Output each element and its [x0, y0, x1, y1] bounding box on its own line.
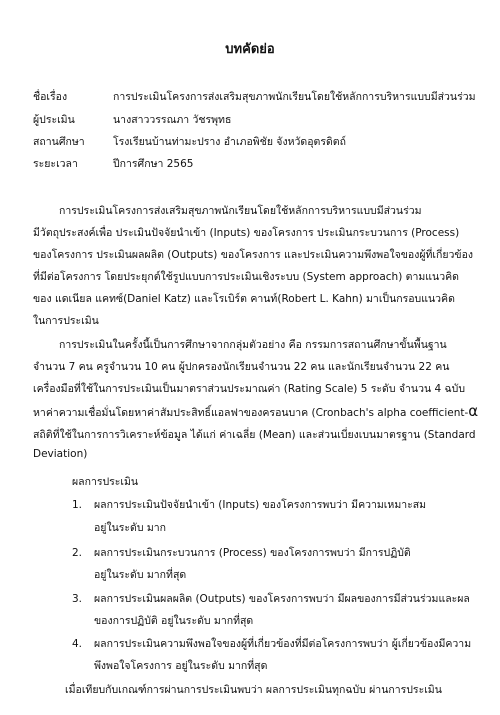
result-item-4-cont: พึงพอใจโครงการ อยู่ในระดับ มากที่สุด — [94, 660, 268, 672]
alpha-symbol: α — [468, 402, 479, 420]
result-item-1-cont: อยู่ในระดับ มาก — [94, 522, 167, 534]
para2-line: จำนวน 7 คน ครูจำนวน 10 คน ผู้ปกครองนักเรียนจำนวน 22 คน และนักเรียนจำนวน 22 คน — [33, 361, 450, 373]
meta-value: การประเมินโครงการส่งเสริมสุขภาพนักเรียนโดยใช้หลักการบริหารแบบมีส่วนร่วม — [113, 91, 476, 103]
result-text: ผลการประเมินความพึงพอใจของผู้ที่เกี่ยวข้องที่มีต่อโครงการพบว่า ผู้เกี่ยวข้องมีความ — [94, 638, 472, 650]
result-number: 3. — [72, 593, 83, 605]
para2-line: สถิติที่ใช้ในการการวิเคราะห์ข้อมูล ได้แก่ ค่าเฉลี่ย (Mean) และส่วนเบี่ยงเบนมาตรฐาน (Standard — [33, 429, 476, 441]
results-heading: ผลการประเมิน — [72, 476, 139, 488]
meta-value: นางสาววรรณภา วัชรพุทธ — [113, 114, 232, 126]
alpha-text: หาค่าความเชื่อมั่นโดยหาค่าสัมประสิทธิ์แอลฟาของครอนบาค (Cronbach's alpha coefficient- — [33, 407, 469, 419]
meta-label: ชื่อเรื่อง — [33, 91, 68, 103]
result-number: 1. — [72, 499, 83, 511]
result-number: 2. — [72, 547, 83, 559]
para2-line: การประเมินในครั้งนี้เป็นการศึกษาจากกลุ่มตัวอย่าง คือ กรรมการสถานศึกษาขั้นพื้นฐาน — [59, 339, 447, 351]
para1-line: การประเมินโครงการส่งเสริมสุขภาพนักเรียนโดยใช้หลักการบริหารแบบมีส่วนร่วม — [59, 205, 422, 217]
para2-line: Deviation) — [33, 448, 88, 460]
conclusion: เมื่อเทียบกับเกณฑ์การผ่านการประเมินพบว่า ผลการประเมินทุกฉบับ ผ่านการประเมิน — [65, 684, 442, 696]
para1-line: ของโครงการ ประเมินผลผลิต (Outputs) ของโครงการ และประเมินความพึงพอใจของผู้ที่เกี่ยวข้อง — [33, 249, 474, 261]
result-item-4 — [72, 635, 471, 652]
page-title: บทคัดย่อ — [225, 42, 275, 57]
meta-label: ระยะเวลา — [33, 158, 78, 170]
para1-line: ในการประเมิน — [33, 315, 99, 327]
meta-row-title — [33, 88, 476, 105]
para1-line: ของ แดเนียล แคทซ์(Daniel Katz) และโรเบิร์ต คานท์(Robert L. Kahn) มาเป็นกรอบแนวคิด — [33, 293, 455, 305]
result-item-3 — [72, 590, 470, 607]
result-item-3-cont: ของการปฏิบัติ อยู่ในระดับ มากที่สุด — [94, 615, 254, 627]
para2-line: เครื่องมือที่ใช้ในการประเมินเป็นมาตราส่วนประมาณค่า (Rating Scale) 5 ระดับ จำนวน 4 ฉบับ — [33, 383, 465, 395]
result-number: 4. — [72, 638, 83, 650]
result-text: ผลการประเมินปัจจัยนำเข้า (Inputs) ของโครงการพบว่า มีความเหมาะสม — [94, 499, 427, 511]
meta-row-evaluator — [33, 111, 231, 128]
result-item-1 — [72, 496, 426, 513]
result-text: ผลการประเมินผลผลิต (Outputs) ของโครงการพบว่า มีผลของการมีส่วนร่วมและผล — [94, 593, 470, 605]
meta-row-period — [33, 155, 193, 172]
meta-row-school — [33, 133, 346, 150]
para1-line: มีวัตถุประสงค์เพื่อ ประเมินปัจจัยนำเข้า (Inputs) ของโครงการ ประเมินกระบวนการ (Process) — [33, 227, 460, 239]
para2-line — [33, 402, 478, 421]
meta-value: ปีการศึกษา 2565 — [113, 158, 194, 170]
meta-value: โรงเรียนบ้านท่ามะปราง อำเภอพิชัย จังหวัดอุตรดิตถ์ — [113, 136, 346, 148]
result-item-2-cont: อยู่ในระดับ มากที่สุด — [94, 569, 187, 581]
meta-label: ผู้ประเมิน — [33, 114, 75, 126]
meta-label: สถานศึกษา — [33, 136, 85, 148]
para1-line: ที่มีต่อโครงการ โดยประยุกต์ใช้รูปแบบการประเมินเชิงระบบ (System approach) ตามแนวคิด — [33, 271, 459, 283]
result-text: ผลการประเมินกระบวนการ (Process) ของโครงการพบว่า มีการปฏิบัติ — [94, 547, 411, 559]
result-item-2 — [72, 544, 411, 561]
